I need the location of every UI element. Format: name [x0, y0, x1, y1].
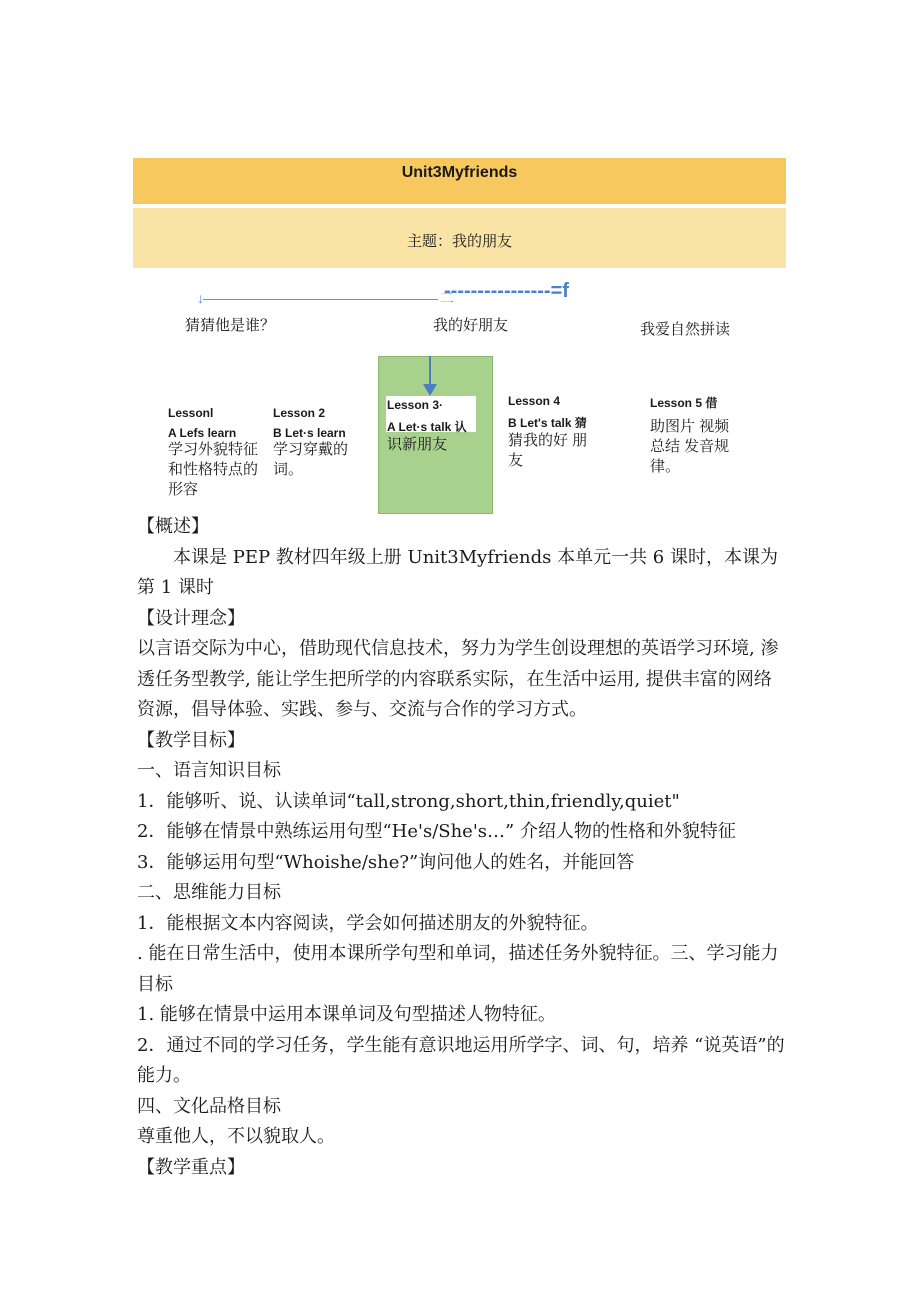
dash-connector-right: ----------------=f: [444, 280, 569, 302]
subtopic-2: 我的好朋友: [433, 316, 509, 334]
subtopic-1: 猜猜他是谁？: [185, 316, 276, 334]
lesson-2: [273, 406, 363, 480]
lesson-1-type: A Lefs learn: [168, 426, 237, 440]
goal-2-2: . 能在日常生活中，使用本课所学句型和单词，描述任务外貌特征。三、学习能力目标: [137, 943, 779, 995]
goal-1-2: 2．能够在情景中熟练运用句型“He's/She's…” 介绍人物的性格和外貌特征: [137, 821, 736, 842]
goal-4-1: 尊重他人，不以貌取人。: [137, 1126, 335, 1147]
dash-connector-left: ↓—————————————————— 二: [197, 290, 453, 306]
lesson-1-title: Lessonl: [168, 406, 214, 420]
lesson-1-desc: 学习外貌特征和性格特点的形容: [168, 441, 259, 498]
heading-key-points: 【教学重点】: [137, 1156, 245, 1178]
lesson-2-type: B Let·s learn: [273, 426, 346, 440]
unit-title: Unit3Myfriends: [401, 164, 518, 181]
lesson-5-desc: 助图片 视频总结 发音规律。: [650, 418, 730, 475]
goal-2-1: 1．能根据文本内容阅读，学会如何描述朋友的外貌特征。: [137, 912, 599, 934]
goal-1-3: 3．能够运用句型“Whoishe/she?”询问他人的姓名，并能回答: [137, 851, 635, 873]
lesson-4: [508, 394, 600, 471]
heading-design: 【设计理念】: [137, 607, 245, 629]
goal-section-1-title: 一、语言知识目标: [137, 760, 281, 781]
lesson-5-title: Lesson 5 借: [650, 396, 718, 410]
unit-title-banner: [133, 158, 786, 204]
lesson-4-title: Lesson 4: [508, 394, 561, 408]
subtopic-3: 我爱自然拼读: [640, 320, 731, 338]
lesson-5: [650, 394, 730, 477]
goal-section-2-title: 二、思维能力目标: [137, 882, 281, 903]
document-body: [137, 512, 787, 1183]
lesson-1: [168, 406, 258, 500]
goal-section-4-title: 四、文化品格目标: [137, 1095, 281, 1117]
lesson-4-desc: 猜我的好 朋友: [508, 432, 588, 469]
theme-banner: [133, 208, 786, 268]
goal-3-2: 2．通过不同的学习任务，学生能有意识地运用所学字、词、句，培养 “说英语”的能力。: [137, 1034, 785, 1086]
design-text: 以言语交际为中心，借助现代信息技术，努力为学生创设理想的英语学习环境, 渗透任务型教学, 能让学生把所学的内容联系实际，在生活中运用, 提供丰富的网络资源，倡导体验、实践、参与、交流与合作的学习方式。: [137, 638, 779, 720]
lesson-3-title: Lesson 3·: [387, 398, 444, 412]
lesson-3-type: A Let·s talk 认: [387, 420, 467, 434]
lesson-2-title: Lesson 2: [273, 406, 326, 420]
down-arrow-icon: [420, 356, 440, 398]
goal-1-1: 1．能够听、说、认读单词“tall,strong,short,thin,friendly,quiet": [137, 790, 680, 812]
goal-3-1: 1. 能够在情景中运用本课单词及句型描述人物特征。: [137, 1004, 556, 1025]
theme-title: 主题：我的朋友: [406, 232, 512, 250]
lesson-4-type: B Let's talk 猜: [508, 416, 587, 430]
heading-goals: 【教学目标】: [137, 729, 245, 751]
heading-overview: 【概述】: [137, 516, 209, 537]
overview-text: 本课是 PEP 教材四年级上册 Unit3Myfriends 本单元一共 6 课时，本课为第 1 课时: [137, 546, 778, 598]
lesson-3-desc: 识新朋友: [387, 436, 448, 453]
lesson-3: [387, 398, 483, 455]
lesson-2-desc: 学习穿戴的词。: [273, 441, 349, 478]
